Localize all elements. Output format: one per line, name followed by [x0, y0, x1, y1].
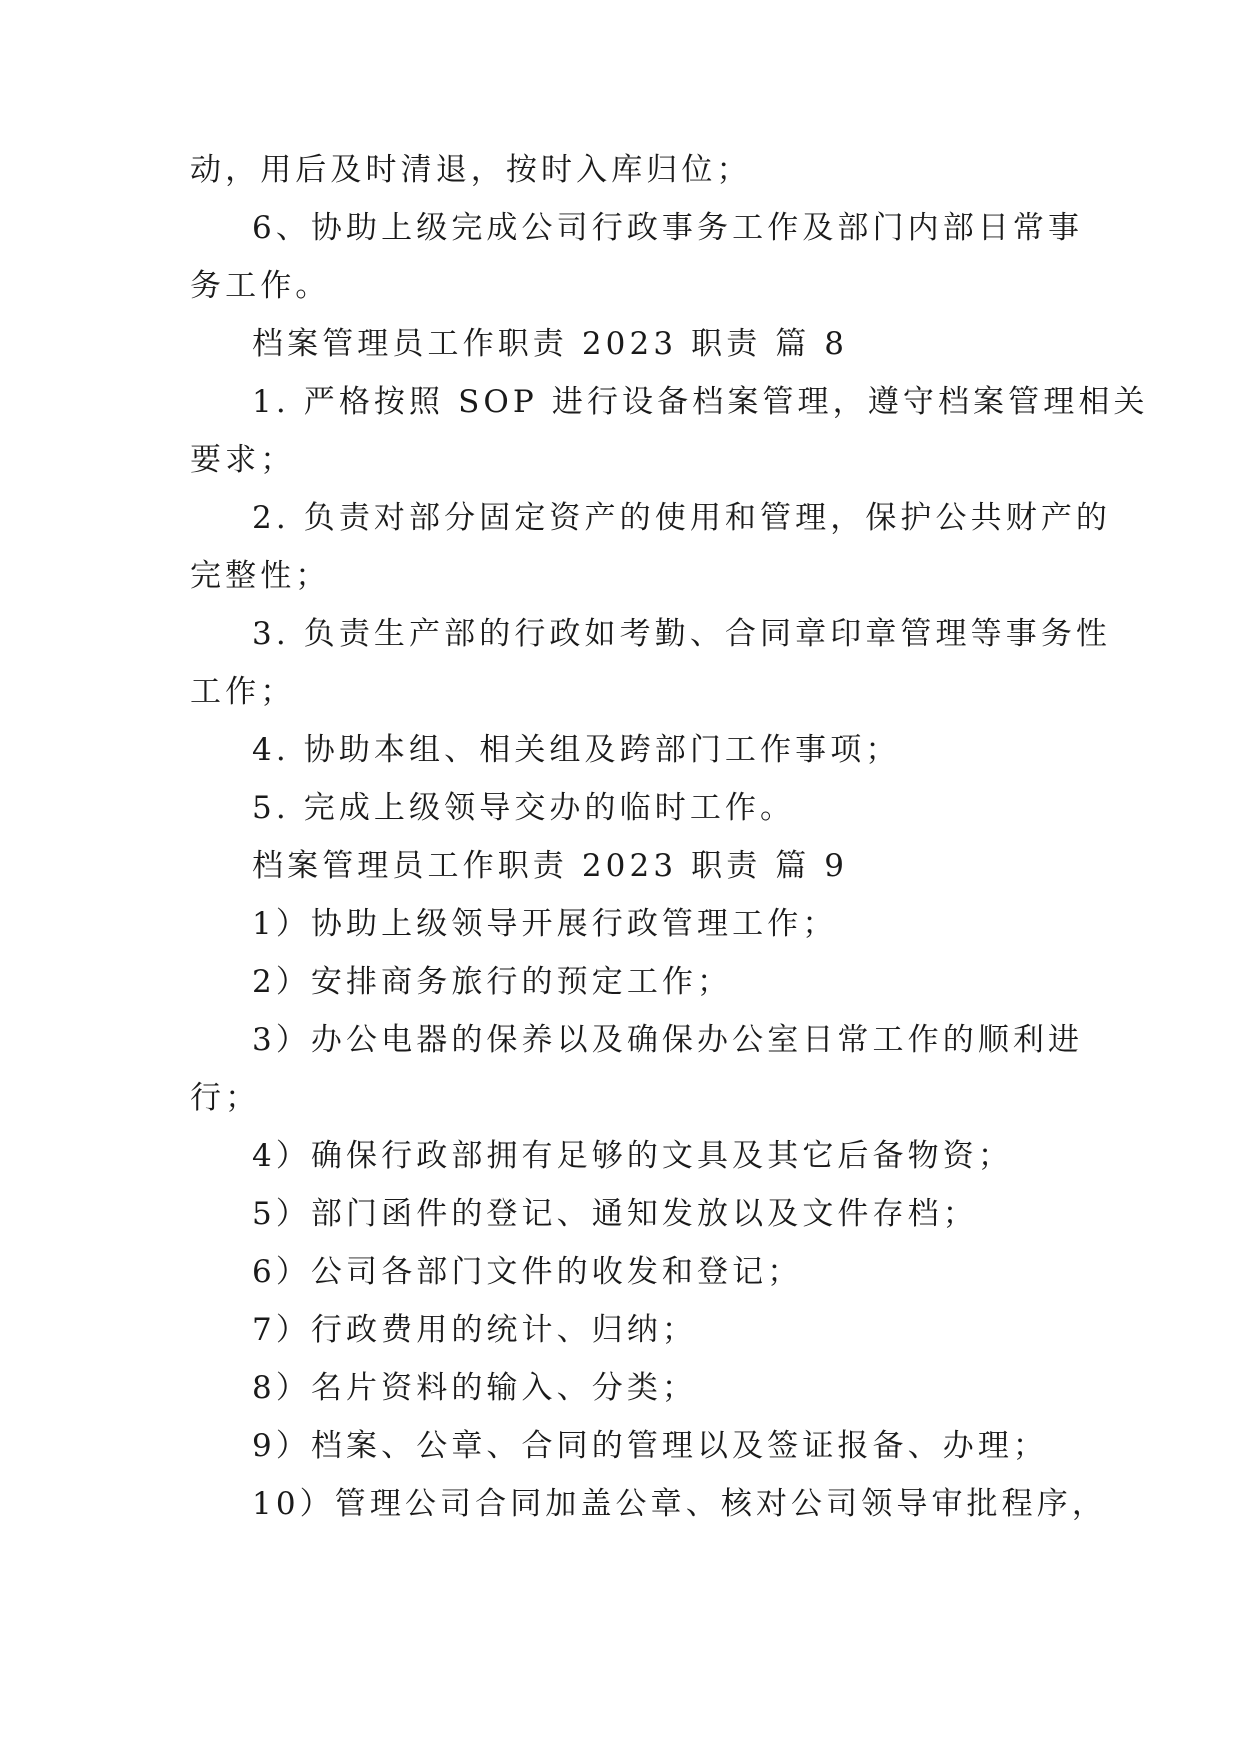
- text-line: 要求；: [190, 442, 296, 478]
- text-line: 2. 负责对部分固定资产的使用和管理，保护公共财产的: [252, 500, 1112, 536]
- text-line: 1. 严格按照 SOP 进行设备档案管理，遵守档案管理相关: [252, 384, 1149, 420]
- text-line: 2）安排商务旅行的预定工作；: [252, 964, 733, 1000]
- text-line: 1）协助上级领导开展行政管理工作；: [252, 906, 838, 942]
- text-line: 5. 完成上级领导交办的临时工作。: [252, 790, 796, 826]
- text-line: 3. 负责生产部的行政如考勤、合同章印章管理等事务性: [252, 616, 1112, 652]
- text-line: 3）办公电器的保养以及确保办公室日常工作的顺利进: [252, 1022, 1084, 1058]
- text-line: 工作；: [190, 674, 296, 710]
- section-heading: 档案管理员工作职责 2023 职责 篇 8: [252, 326, 849, 362]
- text-line: 9）档案、公章、合同的管理以及签证报备、办理；: [252, 1428, 1049, 1464]
- text-line: 10）管理公司合同加盖公章、核对公司领导审批程序，: [252, 1486, 1107, 1522]
- text-line: 动，用后及时清退，按时入库归位；: [190, 152, 752, 188]
- text-line: 6）公司各部门文件的收发和登记；: [252, 1254, 803, 1290]
- text-line: 5）部门函件的登记、通知发放以及文件存档；: [252, 1196, 978, 1232]
- section-heading: 档案管理员工作职责 2023 职责 篇 9: [252, 848, 849, 884]
- text-line: 务工作。: [190, 268, 331, 304]
- text-line: 6、协助上级完成公司行政事务工作及部门内部日常事: [252, 210, 1084, 246]
- text-line: 8）名片资料的输入、分类；: [252, 1370, 698, 1406]
- text-line: 完整性；: [190, 558, 331, 594]
- text-line: 4）确保行政部拥有足够的文具及其它后备物资；: [252, 1138, 1013, 1174]
- text-line: 4. 协助本组、相关组及跨部门工作事项；: [252, 732, 901, 768]
- text-line: 行；: [190, 1080, 261, 1116]
- text-line: 7）行政费用的统计、归纳；: [252, 1312, 698, 1348]
